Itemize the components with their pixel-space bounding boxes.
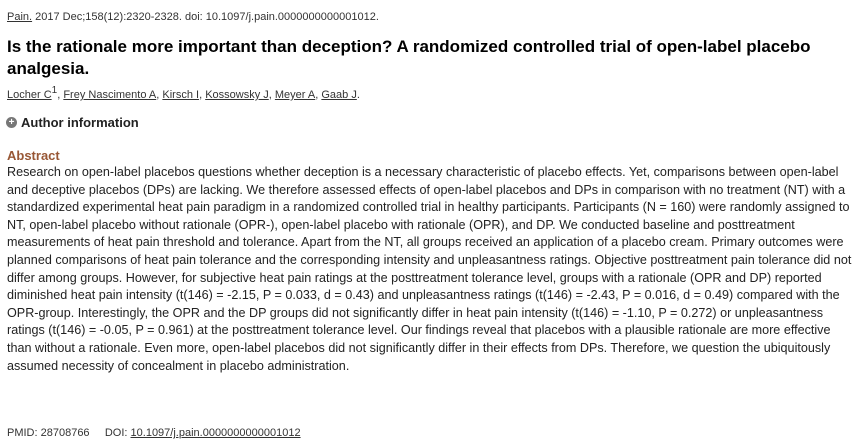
affiliation-marker[interactable]: 1 (51, 85, 58, 96)
author-link[interactable]: Gaab J (321, 89, 357, 101)
citation-details: 2017 Dec;158(12):2320-2328. doi: 10.1097/j.pain.0000000000001012. (35, 11, 379, 23)
doi-label: DOI: (104, 427, 128, 439)
author-link[interactable]: Meyer A (274, 89, 316, 101)
author-link[interactable]: Locher C (7, 89, 52, 101)
identifiers-line (7, 427, 301, 439)
article-title: Is the rationale more important than deception? A randomized controlled trial of open-label placebo analgesia. (7, 37, 811, 78)
author-information-toggle[interactable] (6, 115, 139, 130)
plus-circle-icon: + (6, 117, 17, 128)
author-list: Locher $C^1$, Frey Nascimento A, Kirsch I, Kossowsky J, Meyer A, Gaab J. (7, 85, 360, 101)
abstract-text: Research on open-label placebos questions whether deception is a necessary characteristic of placebo effects. Yet, comparisons between open-label and deceptive placebos (DPs) are lacking. We therefore assessed effects of open-label placebos and DPs in comparison with no treatment (NT) with a standardized experimental heat pain paradigm in a randomized controlled trial in healthy participants. Participants (N = 160) were randomly assigned to NT, open-label placebo without rationale (OPR-), open-label placebo with rationale (OPR), and DP. We conducted baseline and posttreatment measurements of heat pain threshold and tolerance. Apart from the NT, all groups received an application of a placebo cream. Primary outcomes were planned comparisons of heat pain tolerance and the corresponding intensity and unpleasantness ratings. Objective posttreatment pain tolerance did not differ among groups. However, for subjective heat pain ratings at the posttreatment tolerance level, groups with a rationale (OPR and DP) reported diminished heat pain intensity (t(146) = -2.15, P = 0.033, d = 0.43) and unpleasantness ratings (t(146) = -2.43, P = 0.016, d = 0.49) compared with the OPR-group. Interestingly, the OPR and the DP groups did not significantly differ in heat pain intensity (t(146) = -1.10, P = 0.272) or unpleasantness ratings (t(146) = -0.05, P = 0.961) at the posttreatment tolerance level. Our findings reveal that placebos with a plausible rationale are more effective than without a rationale. Even more, open-label placebos did not significantly differ in their effects from DPs. Therefore, we question the ubiquitously assumed necessity of concealment in placebo administration. (7, 165, 852, 373)
author-link[interactable]: Frey Nascimento A (63, 89, 157, 101)
doi-link[interactable]: 10.1097/j.pain.0000000000001012 (130, 427, 301, 439)
author-information-label: Author information (21, 115, 139, 130)
abstract-heading: Abstract (7, 148, 60, 163)
pmid: PMID: 28708766 (7, 427, 90, 439)
author-link[interactable]: Kirsch I (162, 89, 200, 101)
author-link[interactable]: Kossowsky J (205, 89, 269, 101)
journal-link[interactable]: Pain. (7, 11, 33, 23)
citation-line (7, 11, 379, 23)
